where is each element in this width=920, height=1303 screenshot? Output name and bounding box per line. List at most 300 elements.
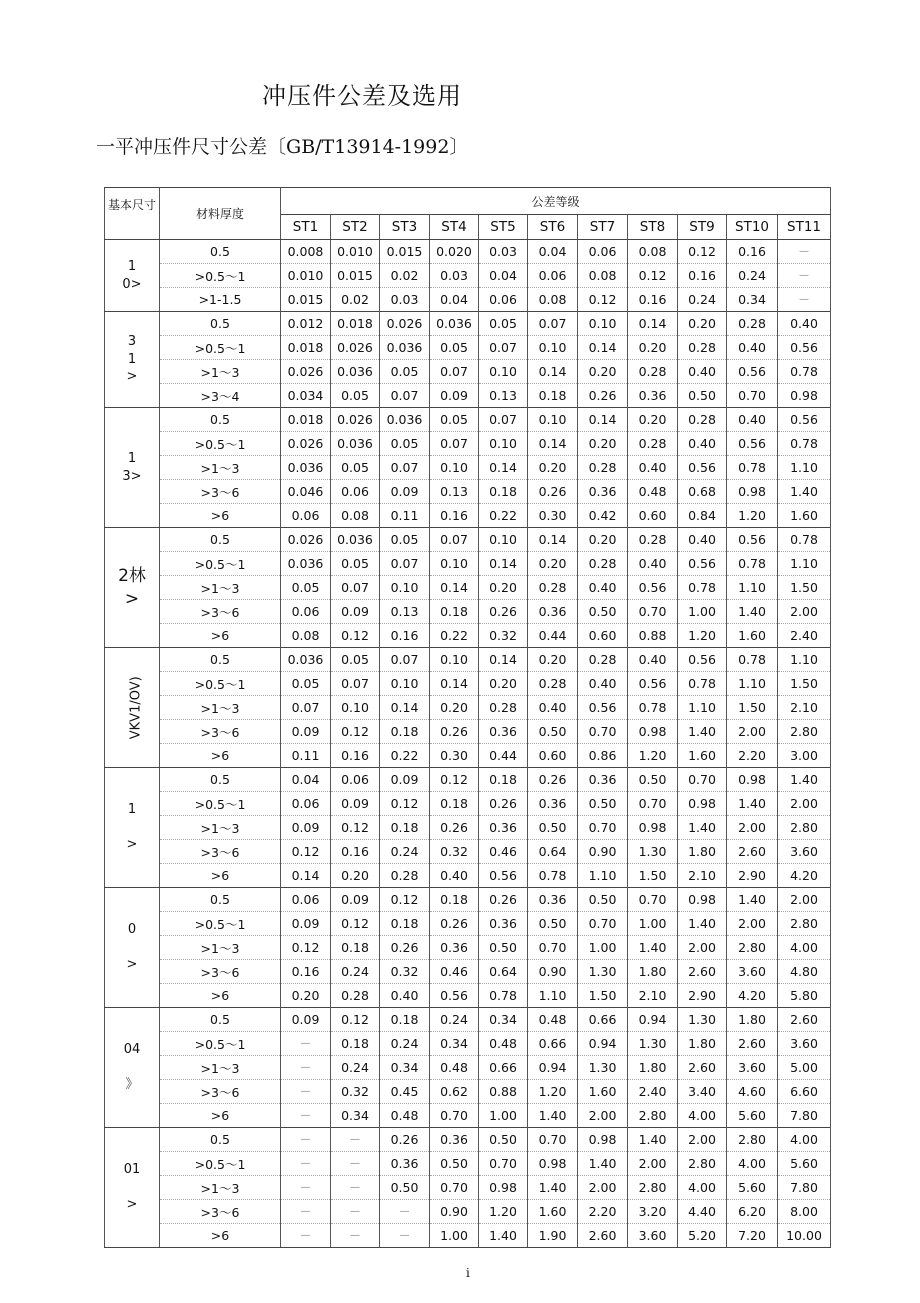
tolerance-cell: 3.40 — [678, 1080, 727, 1104]
tolerance-cell: 4.20 — [778, 864, 831, 888]
table-row — [105, 1032, 831, 1056]
tolerance-cell: 0.98 — [727, 768, 778, 792]
tolerance-cell: 4.00 — [678, 1176, 727, 1200]
tolerance-cell: 2.60 — [727, 840, 778, 864]
tolerance-cell: 0.36 — [380, 1152, 430, 1176]
tolerance-cell: 0.03 — [430, 264, 479, 288]
tolerance-cell: 0.06 — [331, 480, 380, 504]
tolerance-cell: 0.20 — [479, 576, 528, 600]
basic-size-label: 01 > — [123, 1162, 141, 1213]
tolerance-cell: 0.36 — [430, 936, 479, 960]
tolerance-cell: 0.26 — [430, 816, 479, 840]
tolerance-cell: 0.10 — [528, 336, 578, 360]
tolerance-cell: — — [281, 1176, 331, 1200]
table-row — [105, 552, 831, 576]
tolerance-cell: 1.10 — [578, 864, 628, 888]
thickness-cell: 0.5 — [160, 888, 281, 912]
grade-header-st7: ST7 — [578, 215, 628, 240]
tolerance-cell: 1.40 — [678, 816, 727, 840]
tolerance-cell: 0.98 — [479, 1176, 528, 1200]
tolerance-cell: 0.12 — [331, 720, 380, 744]
tolerance-cell: 2.80 — [778, 816, 831, 840]
tolerance-cell: 0.20 — [628, 408, 678, 432]
tolerance-cell: 1.20 — [628, 744, 678, 768]
tolerance-cell: 0.10 — [479, 528, 528, 552]
tolerance-cell: 0.36 — [578, 768, 628, 792]
tolerance-cell: 2.00 — [678, 936, 727, 960]
tolerance-cell: 1.20 — [727, 504, 778, 528]
tolerance-cell: 2.00 — [727, 816, 778, 840]
tolerance-cell: 4.40 — [678, 1200, 727, 1224]
thickness-cell: >6 — [160, 504, 281, 528]
tolerance-cell: 1.30 — [578, 960, 628, 984]
tolerance-cell: 0.14 — [430, 672, 479, 696]
thickness-cell: >0.5～1 — [160, 264, 281, 288]
tolerance-cell: 0.18 — [380, 1008, 430, 1032]
tolerance-cell: 2.60 — [578, 1224, 628, 1248]
tolerance-cell: 0.036 — [331, 360, 380, 384]
table-row — [105, 576, 831, 600]
basic-size-cell — [105, 408, 160, 528]
tolerance-cell: 0.18 — [430, 792, 479, 816]
tolerance-cell: 0.90 — [578, 840, 628, 864]
tolerance-cell: 0.98 — [678, 888, 727, 912]
tolerance-cell: 0.78 — [678, 672, 727, 696]
tolerance-cell: 0.40 — [678, 528, 727, 552]
tolerance-cell: 0.14 — [578, 336, 628, 360]
tolerance-cell: 5.60 — [727, 1104, 778, 1128]
tolerance-cell: 0.56 — [430, 984, 479, 1008]
tolerance-cell: 0.70 — [528, 936, 578, 960]
tolerance-cell: — — [281, 1224, 331, 1248]
table-row — [105, 528, 831, 552]
tolerance-cell: 0.036 — [281, 456, 331, 480]
tolerance-cell: 0.48 — [528, 1008, 578, 1032]
tolerance-cell: 0.03 — [479, 240, 528, 264]
tolerance-cell: 1.60 — [727, 624, 778, 648]
header-basic-size: 基本尺寸 — [105, 188, 160, 240]
tolerance-cell: — — [281, 1200, 331, 1224]
tolerance-cell: 0.70 — [678, 768, 727, 792]
tolerance-cell: 0.09 — [380, 768, 430, 792]
tolerance-cell: 0.18 — [380, 816, 430, 840]
tolerance-cell: 1.40 — [528, 1104, 578, 1128]
tolerance-cell: 7.80 — [778, 1104, 831, 1128]
tolerance-cell: 1.00 — [479, 1104, 528, 1128]
tolerance-cell: 0.16 — [628, 288, 678, 312]
tolerance-cell: 0.40 — [528, 696, 578, 720]
tolerance-cell: 0.07 — [528, 312, 578, 336]
tolerance-cell: 0.70 — [628, 600, 678, 624]
tolerance-cell: 0.20 — [678, 312, 727, 336]
tolerance-cell: 0.09 — [380, 480, 430, 504]
basic-size-cell — [105, 888, 160, 1008]
tolerance-cell: 1.80 — [678, 1032, 727, 1056]
tolerance-cell: 0.08 — [628, 240, 678, 264]
tolerance-cell: 1.40 — [628, 1128, 678, 1152]
tolerance-cell: 0.50 — [430, 1152, 479, 1176]
tolerance-cell: 0.94 — [628, 1008, 678, 1032]
tolerance-cell: 2.00 — [578, 1104, 628, 1128]
grade-header-st10: ST10 — [727, 215, 778, 240]
header-grade: 公差等级 — [281, 188, 831, 215]
tolerance-cell: 2.60 — [778, 1008, 831, 1032]
tolerance-cell: 0.70 — [578, 912, 628, 936]
tolerance-cell: 0.26 — [479, 792, 528, 816]
tolerance-cell: 0.07 — [479, 408, 528, 432]
tolerance-cell: 0.78 — [727, 456, 778, 480]
tolerance-cell: — — [778, 264, 831, 288]
tolerance-cell: 0.44 — [528, 624, 578, 648]
tolerance-cell: 0.66 — [578, 1008, 628, 1032]
tolerance-cell: 0.16 — [727, 240, 778, 264]
thickness-cell: >1～3 — [160, 696, 281, 720]
tolerance-cell: 0.28 — [479, 696, 528, 720]
table-row — [105, 288, 831, 312]
tolerance-cell: 2.80 — [778, 720, 831, 744]
tolerance-cell: 0.66 — [479, 1056, 528, 1080]
tolerance-cell: 0.56 — [727, 360, 778, 384]
tolerance-cell: 1.50 — [778, 576, 831, 600]
tolerance-cell: 0.06 — [331, 768, 380, 792]
tolerance-cell: 0.98 — [678, 792, 727, 816]
tolerance-cell: 0.07 — [331, 576, 380, 600]
tolerance-cell: 2.80 — [628, 1176, 678, 1200]
tolerance-cell: 0.28 — [727, 312, 778, 336]
tolerance-cell: 0.20 — [578, 360, 628, 384]
tolerance-cell: 0.12 — [578, 288, 628, 312]
tolerance-cell: 0.40 — [727, 408, 778, 432]
thickness-cell: >3～6 — [160, 1200, 281, 1224]
tolerance-cell: 5.20 — [678, 1224, 727, 1248]
tolerance-cell: 0.28 — [578, 456, 628, 480]
tolerance-cell: 0.05 — [281, 672, 331, 696]
tolerance-cell: 0.70 — [528, 1128, 578, 1152]
tolerance-cell: 0.06 — [281, 600, 331, 624]
tolerance-cell: 0.05 — [331, 384, 380, 408]
table-row — [105, 1176, 831, 1200]
tolerance-cell: 0.14 — [628, 312, 678, 336]
tolerance-cell: 0.98 — [628, 720, 678, 744]
tolerance-cell: 0.10 — [479, 432, 528, 456]
tolerance-cell: 5.60 — [778, 1152, 831, 1176]
tolerance-cell: 0.50 — [479, 936, 528, 960]
thickness-cell: >0.5～1 — [160, 1152, 281, 1176]
thickness-cell: 0.5 — [160, 528, 281, 552]
grade-header-st1: ST1 — [281, 215, 331, 240]
tolerance-cell: 0.70 — [628, 792, 678, 816]
tolerance-cell: 0.36 — [578, 480, 628, 504]
tolerance-cell: 0.026 — [281, 528, 331, 552]
tolerance-cell: 0.015 — [331, 264, 380, 288]
tolerance-cell: 0.50 — [578, 792, 628, 816]
basic-size-cell — [105, 768, 160, 888]
table-row — [105, 768, 831, 792]
tolerance-cell: 0.26 — [380, 1128, 430, 1152]
tolerance-cell: — — [331, 1152, 380, 1176]
tolerance-cell: 0.18 — [430, 600, 479, 624]
tolerance-cell: 0.008 — [281, 240, 331, 264]
basic-size-cell — [105, 312, 160, 408]
tolerance-cell: 0.36 — [528, 792, 578, 816]
tolerance-cell: 2.90 — [678, 984, 727, 1008]
tolerance-cell: 0.05 — [380, 432, 430, 456]
tolerance-cell: 0.06 — [281, 504, 331, 528]
tolerance-table — [104, 187, 831, 1248]
tolerance-cell: 3.60 — [727, 1056, 778, 1080]
tolerance-cell: 8.00 — [778, 1200, 831, 1224]
tolerance-cell: 0.05 — [331, 456, 380, 480]
tolerance-cell: 0.50 — [479, 1128, 528, 1152]
tolerance-cell: 0.24 — [430, 1008, 479, 1032]
tolerance-cell: 0.24 — [380, 840, 430, 864]
tolerance-cell: 0.50 — [678, 384, 727, 408]
tolerance-cell: 0.34 — [380, 1056, 430, 1080]
tolerance-cell: 0.20 — [578, 432, 628, 456]
tolerance-cell: 0.12 — [628, 264, 678, 288]
thickness-cell: >1～3 — [160, 1176, 281, 1200]
tolerance-cell: 0.07 — [380, 552, 430, 576]
tolerance-cell: 7.80 — [778, 1176, 831, 1200]
tolerance-cell: 0.50 — [528, 912, 578, 936]
tolerance-cell: 0.60 — [528, 744, 578, 768]
table-row — [105, 480, 831, 504]
tolerance-cell: 0.26 — [430, 720, 479, 744]
tolerance-cell: 0.62 — [430, 1080, 479, 1104]
table-row — [105, 384, 831, 408]
tolerance-cell: 0.56 — [578, 696, 628, 720]
tolerance-cell: 0.036 — [331, 432, 380, 456]
tolerance-cell: 0.09 — [281, 720, 331, 744]
tolerance-cell: 1.90 — [528, 1224, 578, 1248]
tolerance-cell: 0.34 — [727, 288, 778, 312]
tolerance-cell: 0.14 — [479, 456, 528, 480]
tolerance-cell: 0.40 — [628, 456, 678, 480]
tolerance-cell: — — [380, 1200, 430, 1224]
tolerance-cell: 0.05 — [430, 408, 479, 432]
table-row — [105, 936, 831, 960]
tolerance-cell: 0.98 — [727, 480, 778, 504]
tolerance-cell: 0.20 — [528, 552, 578, 576]
tolerance-cell: 0.40 — [628, 552, 678, 576]
tolerance-cell: 0.16 — [430, 504, 479, 528]
tolerance-cell: 2.60 — [727, 1032, 778, 1056]
table-row — [105, 1104, 831, 1128]
tolerance-cell: 0.020 — [430, 240, 479, 264]
tolerance-cell: 0.12 — [331, 1008, 380, 1032]
tolerance-cell: 0.14 — [479, 552, 528, 576]
tolerance-cell: 2.40 — [628, 1080, 678, 1104]
tolerance-cell: 1.40 — [528, 1176, 578, 1200]
thickness-cell: >6 — [160, 864, 281, 888]
tolerance-cell: 0.98 — [528, 1152, 578, 1176]
tolerance-cell: 0.10 — [528, 408, 578, 432]
table-row — [105, 1200, 831, 1224]
tolerance-cell: 1.10 — [778, 456, 831, 480]
tolerance-cell: 3.60 — [727, 960, 778, 984]
table-row — [105, 696, 831, 720]
tolerance-cell: 0.07 — [380, 648, 430, 672]
tolerance-cell: 0.018 — [331, 312, 380, 336]
tolerance-cell: 0.28 — [628, 432, 678, 456]
tolerance-cell: 1.50 — [578, 984, 628, 1008]
tolerance-cell: 0.20 — [528, 456, 578, 480]
thickness-cell: 0.5 — [160, 240, 281, 264]
tolerance-cell: 0.036 — [281, 552, 331, 576]
tolerance-cell: 0.28 — [331, 984, 380, 1008]
table-row — [105, 1008, 831, 1032]
thickness-cell: >1～3 — [160, 816, 281, 840]
thickness-cell: >3～6 — [160, 480, 281, 504]
tolerance-cell: 0.24 — [331, 1056, 380, 1080]
thickness-cell: >0.5～1 — [160, 912, 281, 936]
tolerance-cell: 1.80 — [628, 960, 678, 984]
tolerance-cell: 0.20 — [281, 984, 331, 1008]
basic-size-label: 04 》 — [123, 1042, 141, 1093]
tolerance-cell: 0.50 — [380, 1176, 430, 1200]
tolerance-cell: 0.56 — [678, 552, 727, 576]
tolerance-cell: 2.00 — [778, 600, 831, 624]
tolerance-cell: 0.56 — [678, 456, 727, 480]
tolerance-cell: 0.026 — [331, 408, 380, 432]
tolerance-cell: 0.68 — [678, 480, 727, 504]
table-row — [105, 1056, 831, 1080]
tolerance-cell: 2.90 — [727, 864, 778, 888]
tolerance-cell: 0.10 — [430, 456, 479, 480]
tolerance-cell: 0.26 — [479, 888, 528, 912]
tolerance-cell: 0.78 — [727, 648, 778, 672]
tolerance-cell: 4.80 — [778, 960, 831, 984]
tolerance-cell: 0.24 — [727, 264, 778, 288]
tolerance-cell: 0.10 — [380, 672, 430, 696]
thickness-cell: >6 — [160, 984, 281, 1008]
tolerance-cell: 0.78 — [479, 984, 528, 1008]
tolerance-cell: 0.48 — [479, 1032, 528, 1056]
tolerance-cell: 2.10 — [678, 864, 727, 888]
tolerance-cell: 0.18 — [380, 912, 430, 936]
table-row — [105, 504, 831, 528]
tolerance-cell: 0.26 — [528, 768, 578, 792]
tolerance-cell: 0.70 — [430, 1176, 479, 1200]
tolerance-cell: 0.12 — [281, 840, 331, 864]
tolerance-cell: 0.56 — [727, 432, 778, 456]
tolerance-cell: 0.78 — [778, 432, 831, 456]
tolerance-cell: 0.04 — [430, 288, 479, 312]
tolerance-cell: 0.42 — [578, 504, 628, 528]
tolerance-cell: 0.86 — [578, 744, 628, 768]
table-row — [105, 960, 831, 984]
tolerance-cell: 0.26 — [430, 912, 479, 936]
tolerance-cell: 0.46 — [430, 960, 479, 984]
table-row — [105, 840, 831, 864]
tolerance-cell: 0.05 — [281, 576, 331, 600]
tolerance-cell: 0.36 — [528, 888, 578, 912]
tolerance-cell: 0.14 — [578, 408, 628, 432]
tolerance-cell: 0.48 — [628, 480, 678, 504]
tolerance-cell: 1.20 — [479, 1200, 528, 1224]
tolerance-cell: 0.015 — [281, 288, 331, 312]
tolerance-cell: 1.60 — [578, 1080, 628, 1104]
tolerance-cell: 0.28 — [578, 648, 628, 672]
tolerance-cell: 1.80 — [727, 1008, 778, 1032]
tolerance-cell: 1.60 — [528, 1200, 578, 1224]
tolerance-cell: 0.26 — [578, 384, 628, 408]
section-title-text: 一平冲压件尺寸公差 — [96, 136, 268, 158]
tolerance-cell: 3.60 — [778, 1032, 831, 1056]
thickness-cell: >0.5～1 — [160, 336, 281, 360]
tolerance-cell: — — [281, 1032, 331, 1056]
tolerance-cell: 0.015 — [380, 240, 430, 264]
tolerance-cell: 0.04 — [281, 768, 331, 792]
thickness-cell: >3～4 — [160, 384, 281, 408]
table-row — [105, 864, 831, 888]
tolerance-cell: 0.28 — [678, 336, 727, 360]
tolerance-cell: 1.80 — [628, 1056, 678, 1080]
tolerance-cell: 0.40 — [678, 432, 727, 456]
tolerance-cell: 0.026 — [281, 432, 331, 456]
tolerance-cell: 0.09 — [281, 1008, 331, 1032]
tolerance-cell: 0.24 — [678, 288, 727, 312]
tolerance-cell: 1.00 — [678, 600, 727, 624]
page-title: 冲压件公差及选用 — [262, 82, 462, 110]
tolerance-cell: 0.64 — [528, 840, 578, 864]
tolerance-cell: 1.40 — [778, 480, 831, 504]
tolerance-cell: 0.18 — [479, 768, 528, 792]
thickness-cell: >3～6 — [160, 600, 281, 624]
tolerance-cell: 0.10 — [331, 696, 380, 720]
tolerance-cell: 0.50 — [528, 816, 578, 840]
tolerance-cell: 0.70 — [578, 720, 628, 744]
tolerance-cell: 0.07 — [430, 432, 479, 456]
tolerance-cell: — — [331, 1176, 380, 1200]
tolerance-cell: 0.09 — [331, 888, 380, 912]
tolerance-cell: 1.00 — [628, 912, 678, 936]
tolerance-cell: 0.08 — [331, 504, 380, 528]
tolerance-cell: 0.09 — [281, 912, 331, 936]
tolerance-cell: 0.13 — [479, 384, 528, 408]
tolerance-cell: 0.04 — [479, 264, 528, 288]
tolerance-cell: 0.40 — [578, 672, 628, 696]
table-row — [105, 408, 831, 432]
tolerance-cell: — — [778, 288, 831, 312]
basic-size-label: 2林 > — [118, 565, 146, 609]
tolerance-cell: 0.16 — [678, 264, 727, 288]
tolerance-cell: 0.20 — [479, 672, 528, 696]
tolerance-cell: 0.44 — [479, 744, 528, 768]
tolerance-cell: 0.90 — [528, 960, 578, 984]
tolerance-cell: 4.00 — [727, 1152, 778, 1176]
tolerance-cell: 1.10 — [778, 552, 831, 576]
tolerance-cell: 0.36 — [479, 912, 528, 936]
tolerance-cell: 1.00 — [430, 1224, 479, 1248]
tolerance-cell: 0.30 — [430, 744, 479, 768]
tolerance-cell: 0.32 — [430, 840, 479, 864]
tolerance-cell: 0.12 — [331, 816, 380, 840]
tolerance-cell: 1.10 — [528, 984, 578, 1008]
tolerance-cell: 0.036 — [380, 336, 430, 360]
basic-size-label: 1 0> — [122, 258, 142, 292]
tolerance-cell: 0.78 — [528, 864, 578, 888]
basic-size-cell — [105, 648, 160, 768]
tolerance-cell: 2.80 — [628, 1104, 678, 1128]
tolerance-cell: 0.64 — [479, 960, 528, 984]
tolerance-cell: 0.70 — [578, 816, 628, 840]
tolerance-cell: — — [380, 1224, 430, 1248]
tolerance-cell: 0.90 — [430, 1200, 479, 1224]
tolerance-cell: 0.08 — [578, 264, 628, 288]
tolerance-cell: 0.36 — [479, 816, 528, 840]
tolerance-cell: 1.30 — [628, 840, 678, 864]
